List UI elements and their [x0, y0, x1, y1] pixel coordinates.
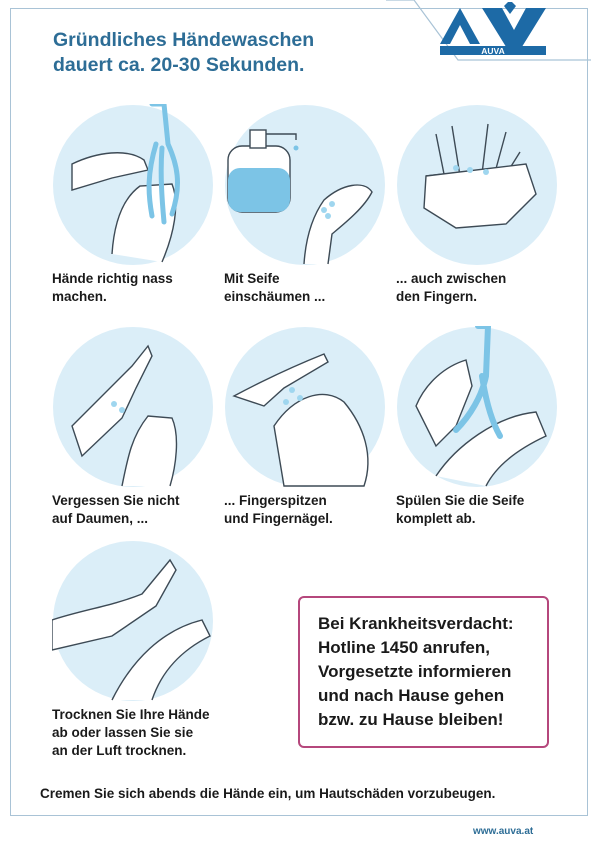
- step-5-line2: und Fingernägel.: [224, 511, 333, 526]
- step-1: [52, 104, 224, 334]
- step-7-line1: Trocknen Sie Ihre Hände: [52, 707, 210, 722]
- rinse-icon: [396, 326, 558, 488]
- step-2-caption: [224, 270, 396, 306]
- step-7-line3: an der Luft trocknen.: [52, 743, 187, 758]
- step-6-caption: [396, 492, 568, 528]
- step-1-line2: machen.: [52, 289, 107, 304]
- step-2-line2: einschäumen ...: [224, 289, 326, 304]
- alert-line3: Vorgesetzte informieren: [318, 662, 512, 681]
- wet-hands-icon: [52, 104, 214, 266]
- footer-note: Cremen Sie sich abends die Hände ein, um Hautschäden vorzubeugen.: [40, 786, 496, 801]
- logo-text: AUVA: [481, 46, 505, 56]
- step-3-caption: [396, 270, 568, 306]
- dry-hands-icon: [52, 540, 214, 702]
- title-line1: Gründliches Händewaschen: [53, 29, 315, 51]
- step-7-line2: ab oder lassen Sie sie: [52, 725, 194, 740]
- auva-logo: [386, 0, 591, 62]
- step-2: [224, 104, 396, 334]
- step-2-line1: Mit Seife: [224, 271, 280, 286]
- step-5-line1: ... Fingerspitzen: [224, 493, 327, 508]
- alert-line4: und nach Hause gehen: [318, 686, 505, 705]
- step-6-line1: Spülen Sie die Seife: [396, 493, 525, 508]
- alert-line5: bzw. zu Hause bleiben!: [318, 710, 504, 729]
- step-4: [52, 326, 224, 556]
- step-6: [396, 326, 568, 556]
- step-6-line2: komplett ab.: [396, 511, 476, 526]
- step-5: [224, 326, 396, 556]
- step-4-line2: auf Daumen, ...: [52, 511, 149, 526]
- step-7: [52, 540, 224, 770]
- illness-alert-box: [298, 596, 549, 748]
- website-link[interactable]: www.auva.at: [473, 826, 534, 837]
- step-4-caption: [52, 492, 224, 528]
- step-3: [396, 104, 568, 334]
- step-4-line1: Vergessen Sie nicht: [52, 493, 180, 508]
- step-7-caption: [52, 706, 224, 760]
- step-3-line2: den Fingern.: [396, 289, 477, 304]
- step-1-caption: [52, 270, 224, 306]
- step-5-caption: [224, 492, 396, 528]
- soap-dispenser-icon: [224, 104, 386, 266]
- alert-line2: Hotline 1450 anrufen,: [318, 638, 490, 657]
- step-1-line1: Hände richtig nass: [52, 271, 173, 286]
- page-title: [53, 28, 314, 78]
- between-fingers-icon: [396, 104, 558, 266]
- alert-line1: Bei Krankheitsverdacht:: [318, 614, 514, 633]
- fingertips-icon: [224, 326, 386, 488]
- step-3-line1: ... auch zwischen: [396, 271, 507, 286]
- thumbs-icon: [52, 326, 214, 488]
- title-line2: dauert ca. 20-30 Sekunden.: [53, 54, 305, 76]
